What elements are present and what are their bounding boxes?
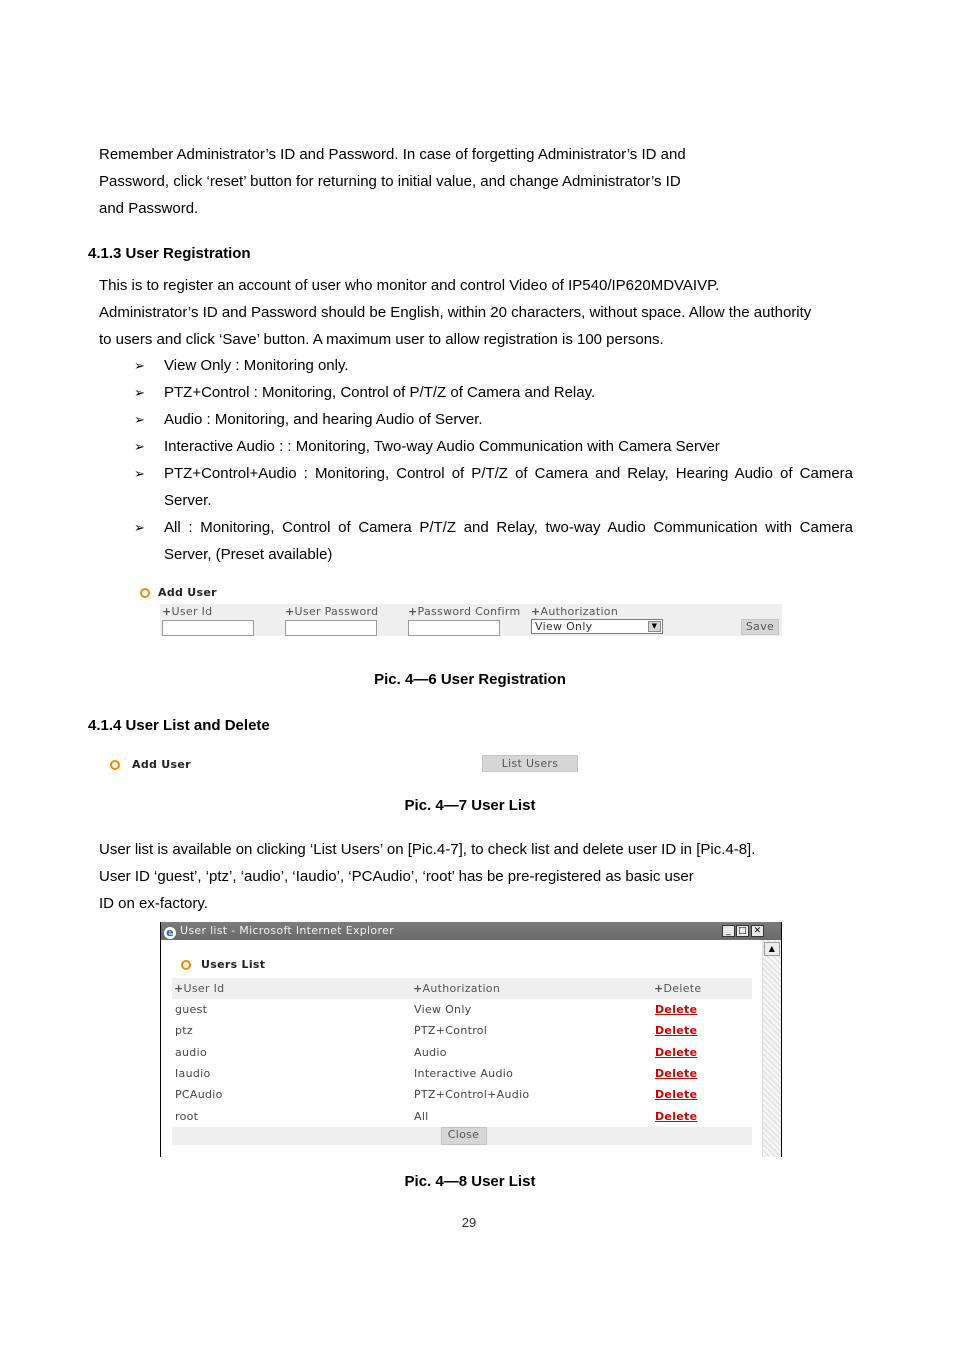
window-titlebar[interactable] — [161, 922, 781, 940]
plus-icon: + — [285, 605, 295, 618]
list-item-text: PTZ+Control : Monitoring, Control of P/T/Z of Camera and Relay. — [164, 384, 596, 401]
dropdown-arrow-icon[interactable]: ▼ — [648, 621, 661, 632]
user-id-cell: guest — [175, 1003, 208, 1017]
delete-link[interactable]: Delete — [655, 1045, 698, 1059]
list-item-text: All : Monitoring, Control of Camera P/T/Z and Relay, two-way Audio Communication with Camera Server, (Preset available) — [164, 519, 853, 563]
minimize-icon[interactable]: _ — [722, 925, 735, 937]
password-confirm-input[interactable] — [408, 620, 500, 636]
section-heading-user-list: 4.1.4 User List and Delete — [88, 717, 270, 734]
authorization-cell: PTZ+Control+Audio — [414, 1088, 530, 1102]
intro-paragraph — [99, 141, 686, 222]
arrow-bullet-icon: ➢ — [134, 466, 145, 481]
user-id-cell: root — [175, 1109, 199, 1123]
list-item — [132, 514, 853, 568]
paragraph-line: This is to register an account of user who monitor and control Video of IP540/IP620MDVAIVP. — [99, 277, 720, 294]
arrow-bullet-icon: ➢ — [134, 439, 145, 454]
table-row — [172, 1042, 752, 1063]
user-password-input[interactable] — [285, 620, 377, 636]
column-header-authorization: +Authorization — [411, 978, 652, 999]
user-id-cell: ptz — [175, 1024, 193, 1038]
table-row — [172, 1063, 752, 1084]
user-list-paragraph — [99, 836, 755, 917]
authorization-list — [132, 352, 853, 568]
list-item-text: View Only : Monitoring only. — [164, 357, 349, 374]
window-title: User list - Microsoft Internet Explorer — [180, 924, 394, 937]
authorization-cell: Audio — [414, 1045, 447, 1059]
table-footer-row — [172, 1127, 752, 1145]
list-item — [132, 379, 853, 406]
figure-caption: Pic. 4—7 User List — [404, 797, 536, 814]
page-number: 29 — [461, 1215, 477, 1230]
users-list-title: Users List — [181, 958, 265, 971]
authorization-select[interactable]: View Only ▼ — [531, 619, 663, 634]
intro-line: Password, click ‘reset’ button for returning to initial value, and change Administrator’s ID — [99, 173, 681, 190]
intro-line: and Password. — [99, 200, 199, 217]
save-button[interactable]: Save — [741, 619, 779, 635]
intro-line: Remember Administrator’s ID and Password. In case of forgetting Administrator’s ID and — [99, 146, 686, 163]
user-id-cell: Iaudio — [175, 1067, 211, 1081]
table-row — [172, 1020, 752, 1041]
delete-link[interactable]: Delete — [655, 1003, 698, 1017]
list-item — [132, 433, 853, 460]
column-header-user-id: +User Id — [172, 978, 411, 999]
authorization-cell: View Only — [414, 1003, 472, 1017]
column-header-delete: +Delete — [652, 978, 752, 999]
list-item-text: Audio : Monitoring, and hearing Audio of Server. — [164, 411, 483, 428]
arrow-bullet-icon: ➢ — [134, 385, 145, 400]
vertical-scrollbar[interactable] — [762, 940, 781, 1157]
user-id-cell: PCAudio — [175, 1088, 223, 1102]
paragraph-line: User ID ‘guest’, ‘ptz’, ‘audio’, ‘Iaudio’, ‘PCAudio’, ‘root’ has be pre-registered as basic user — [99, 868, 694, 885]
plus-icon: + — [408, 605, 418, 618]
ie-logo-icon: e — [164, 927, 176, 939]
bullet-circle-icon — [181, 960, 191, 970]
authorization-cell: Interactive Audio — [414, 1067, 514, 1081]
list-item — [132, 460, 853, 514]
list-users-button[interactable]: List Users — [482, 755, 578, 772]
table-row — [172, 1084, 752, 1105]
user-registration-paragraph — [99, 272, 811, 353]
add-user-title: Add User — [110, 758, 191, 771]
arrow-bullet-icon: ➢ — [134, 412, 145, 427]
user-id-label: +User Id — [162, 605, 213, 618]
plus-icon: + — [531, 605, 541, 618]
user-password-label: +User Password — [285, 605, 379, 618]
arrow-bullet-icon: ➢ — [134, 520, 145, 535]
window-content — [161, 940, 763, 1157]
authorization-cell: PTZ+Control — [414, 1024, 488, 1038]
figure-caption: Pic. 4—6 User Registration — [374, 671, 566, 688]
plus-icon: + — [162, 605, 172, 618]
figure-caption: Pic. 4—8 User List — [404, 1173, 536, 1190]
close-icon[interactable]: ✕ — [751, 925, 764, 937]
arrow-bullet-icon: ➢ — [134, 358, 145, 373]
close-button[interactable]: Close — [441, 1127, 487, 1145]
user-id-cell: audio — [175, 1045, 207, 1059]
delete-link[interactable]: Delete — [655, 1024, 698, 1038]
paragraph-line: User list is available on clicking ‘List Users’ on [Pic.4-7], to check list and delete user ID in [Pic.4-8]. — [99, 841, 756, 858]
close-button-cell — [172, 1127, 752, 1145]
table-row — [172, 999, 752, 1020]
maximize-icon[interactable]: □ — [736, 925, 749, 937]
bullet-circle-icon — [140, 588, 150, 598]
user-id-input[interactable] — [162, 620, 254, 636]
table-row — [172, 1105, 752, 1126]
users-table — [172, 978, 752, 1145]
user-list-window — [160, 922, 782, 1157]
section-heading-user-registration: 4.1.3 User Registration — [88, 245, 251, 262]
paragraph-line: ID on ex-factory. — [99, 895, 208, 912]
list-item-text: PTZ+Control+Audio : Monitoring, Control of P/T/Z of Camera and Relay, Hearing Audio of Camera Server. — [164, 465, 853, 509]
list-item — [132, 406, 853, 433]
add-user-title: Add User — [140, 586, 217, 599]
delete-link[interactable]: Delete — [655, 1067, 698, 1081]
delete-link[interactable]: Delete — [655, 1088, 698, 1102]
list-item-text: Interactive Audio : : Monitoring, Two-way Audio Communication with Camera Server — [164, 438, 720, 455]
paragraph-line: Administrator’s ID and Password should be English, within 20 characters, without space. Allow the authority — [99, 304, 812, 321]
table-header-row — [172, 978, 752, 999]
password-confirm-label: +Password Confirm — [408, 605, 521, 618]
add-user-form — [140, 586, 782, 638]
add-user-bar-with-list — [110, 755, 580, 775]
authorization-cell: All — [414, 1109, 429, 1123]
authorization-label: +Authorization — [531, 605, 619, 618]
bullet-circle-icon — [110, 760, 120, 770]
scroll-up-arrow-icon[interactable]: ▲ — [764, 942, 780, 956]
list-item — [132, 352, 853, 379]
paragraph-line: to users and click ‘Save’ button. A maximum user to allow registration is 100 persons. — [99, 331, 664, 348]
delete-link[interactable]: Delete — [655, 1109, 698, 1123]
